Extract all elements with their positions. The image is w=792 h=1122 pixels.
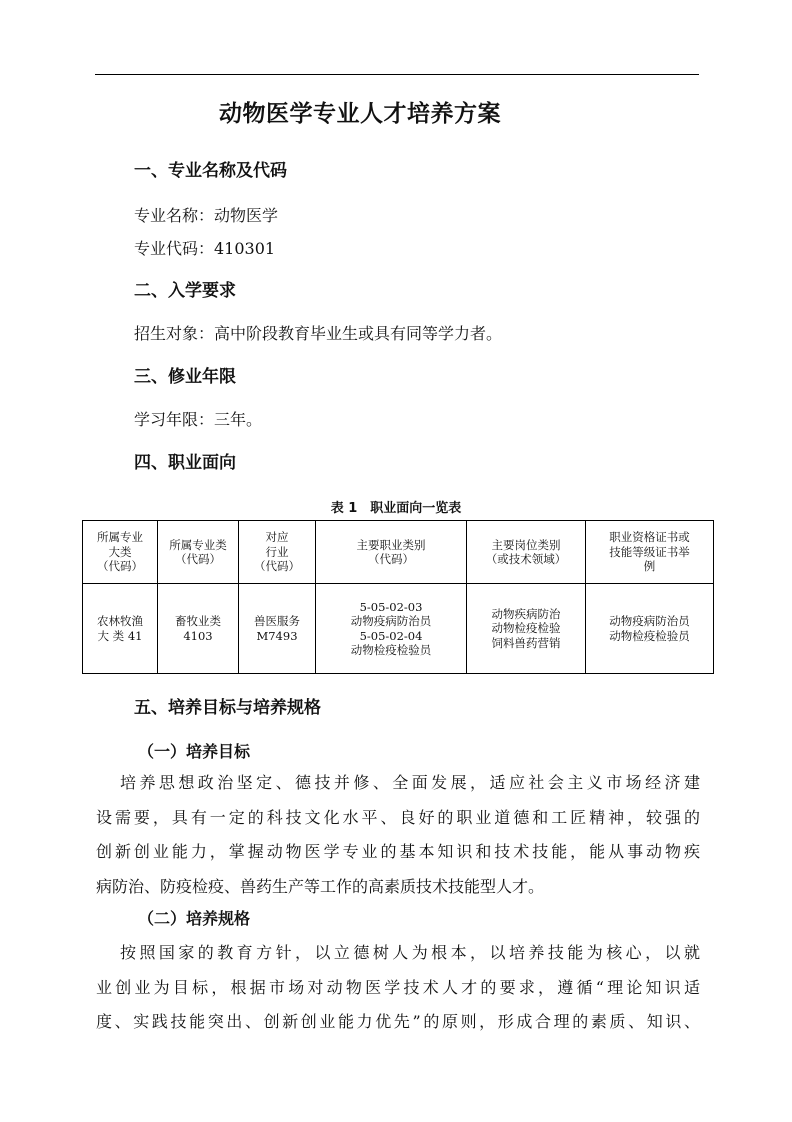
table-header-cell: 主要职业类别 （代码） bbox=[316, 521, 467, 584]
training-spec-paragraph bbox=[96, 936, 700, 1040]
subheading-training-goal: （一）培养目标 bbox=[138, 742, 251, 761]
table-cell: 动物疾病防治 动物检疫检验 饲料兽药营销 bbox=[467, 584, 586, 674]
paragraph-line: 病防治、防疫检疫、兽药生产等工作的高素质技术技能型人才。 bbox=[96, 877, 545, 897]
section-heading-career: 四、职业面向 bbox=[134, 453, 236, 473]
table-header-cell: 主要岗位类别 （或技术领域） bbox=[467, 521, 586, 584]
table-header-cell: 职业资格证书或 技能等级证书举 例 bbox=[586, 521, 714, 584]
section-heading-goals: 五、培养目标与培养规格 bbox=[134, 698, 321, 718]
paragraph-line: 度、实践技能突出、创新创业能力优先”的原则，形成合理的素质、知识、 bbox=[96, 1012, 700, 1032]
section-heading-name-code: 一、专业名称及代码 bbox=[134, 161, 287, 181]
table-cell: 兽医服务 M7493 bbox=[239, 584, 316, 674]
table-header-row bbox=[83, 521, 714, 584]
table-header-cell: 对应 行业 （代码） bbox=[239, 521, 316, 584]
table-header-cell: 所属专业 大类 （代码） bbox=[83, 521, 158, 584]
table-row bbox=[83, 584, 714, 674]
table-cell: 农林牧渔 大 类 41 bbox=[83, 584, 158, 674]
table-cell: 动物疫病防治员 动物检疫检验员 bbox=[586, 584, 714, 674]
duration-line: 学习年限：三年。 bbox=[134, 410, 263, 429]
major-code-line: 专业代码：410301 bbox=[134, 239, 276, 258]
major-name-line: 专业名称：动物医学 bbox=[134, 206, 279, 225]
subheading-training-spec: （二）培养规格 bbox=[138, 909, 251, 928]
career-table bbox=[82, 520, 714, 674]
admission-line: 招生对象：高中阶段教育毕业生或具有同等学力者。 bbox=[134, 324, 503, 343]
document-title: 动物医学专业人才培养方案 bbox=[219, 100, 501, 127]
paragraph-line: 业创业为目标，根据市场对动物医学技术人才的要求，遵循“理论知识适 bbox=[96, 977, 700, 997]
top-rule bbox=[95, 74, 699, 75]
paragraph-line: 培养思想政治坚定、德技并修、全面发展，适应社会主义市场经济建 bbox=[120, 773, 700, 792]
paragraph-line: 设需要，具有一定的科技文化水平、良好的职业道德和工匠精神，较强的 bbox=[96, 807, 700, 827]
table-header-cell: 所属专业类 （代码） bbox=[158, 521, 239, 584]
section-heading-duration: 三、修业年限 bbox=[134, 367, 236, 387]
table-cell: 畜牧业类 4103 bbox=[158, 584, 239, 674]
training-goal-paragraph bbox=[96, 766, 700, 905]
paragraph-line: 按照国家的教育方针，以立德树人为根本，以培养技能为核心，以就 bbox=[120, 943, 700, 962]
table-caption: 表 1 职业面向一览表 bbox=[330, 501, 462, 516]
paragraph-line: 创新创业能力，掌握动物医学专业的基本知识和技术技能，能从事动物疾 bbox=[96, 842, 700, 862]
table-cell: 5-05-02-03 动物疫病防治员 5-05-02-04 动物检疫检验员 bbox=[316, 584, 467, 674]
section-heading-admission: 二、入学要求 bbox=[134, 281, 236, 301]
